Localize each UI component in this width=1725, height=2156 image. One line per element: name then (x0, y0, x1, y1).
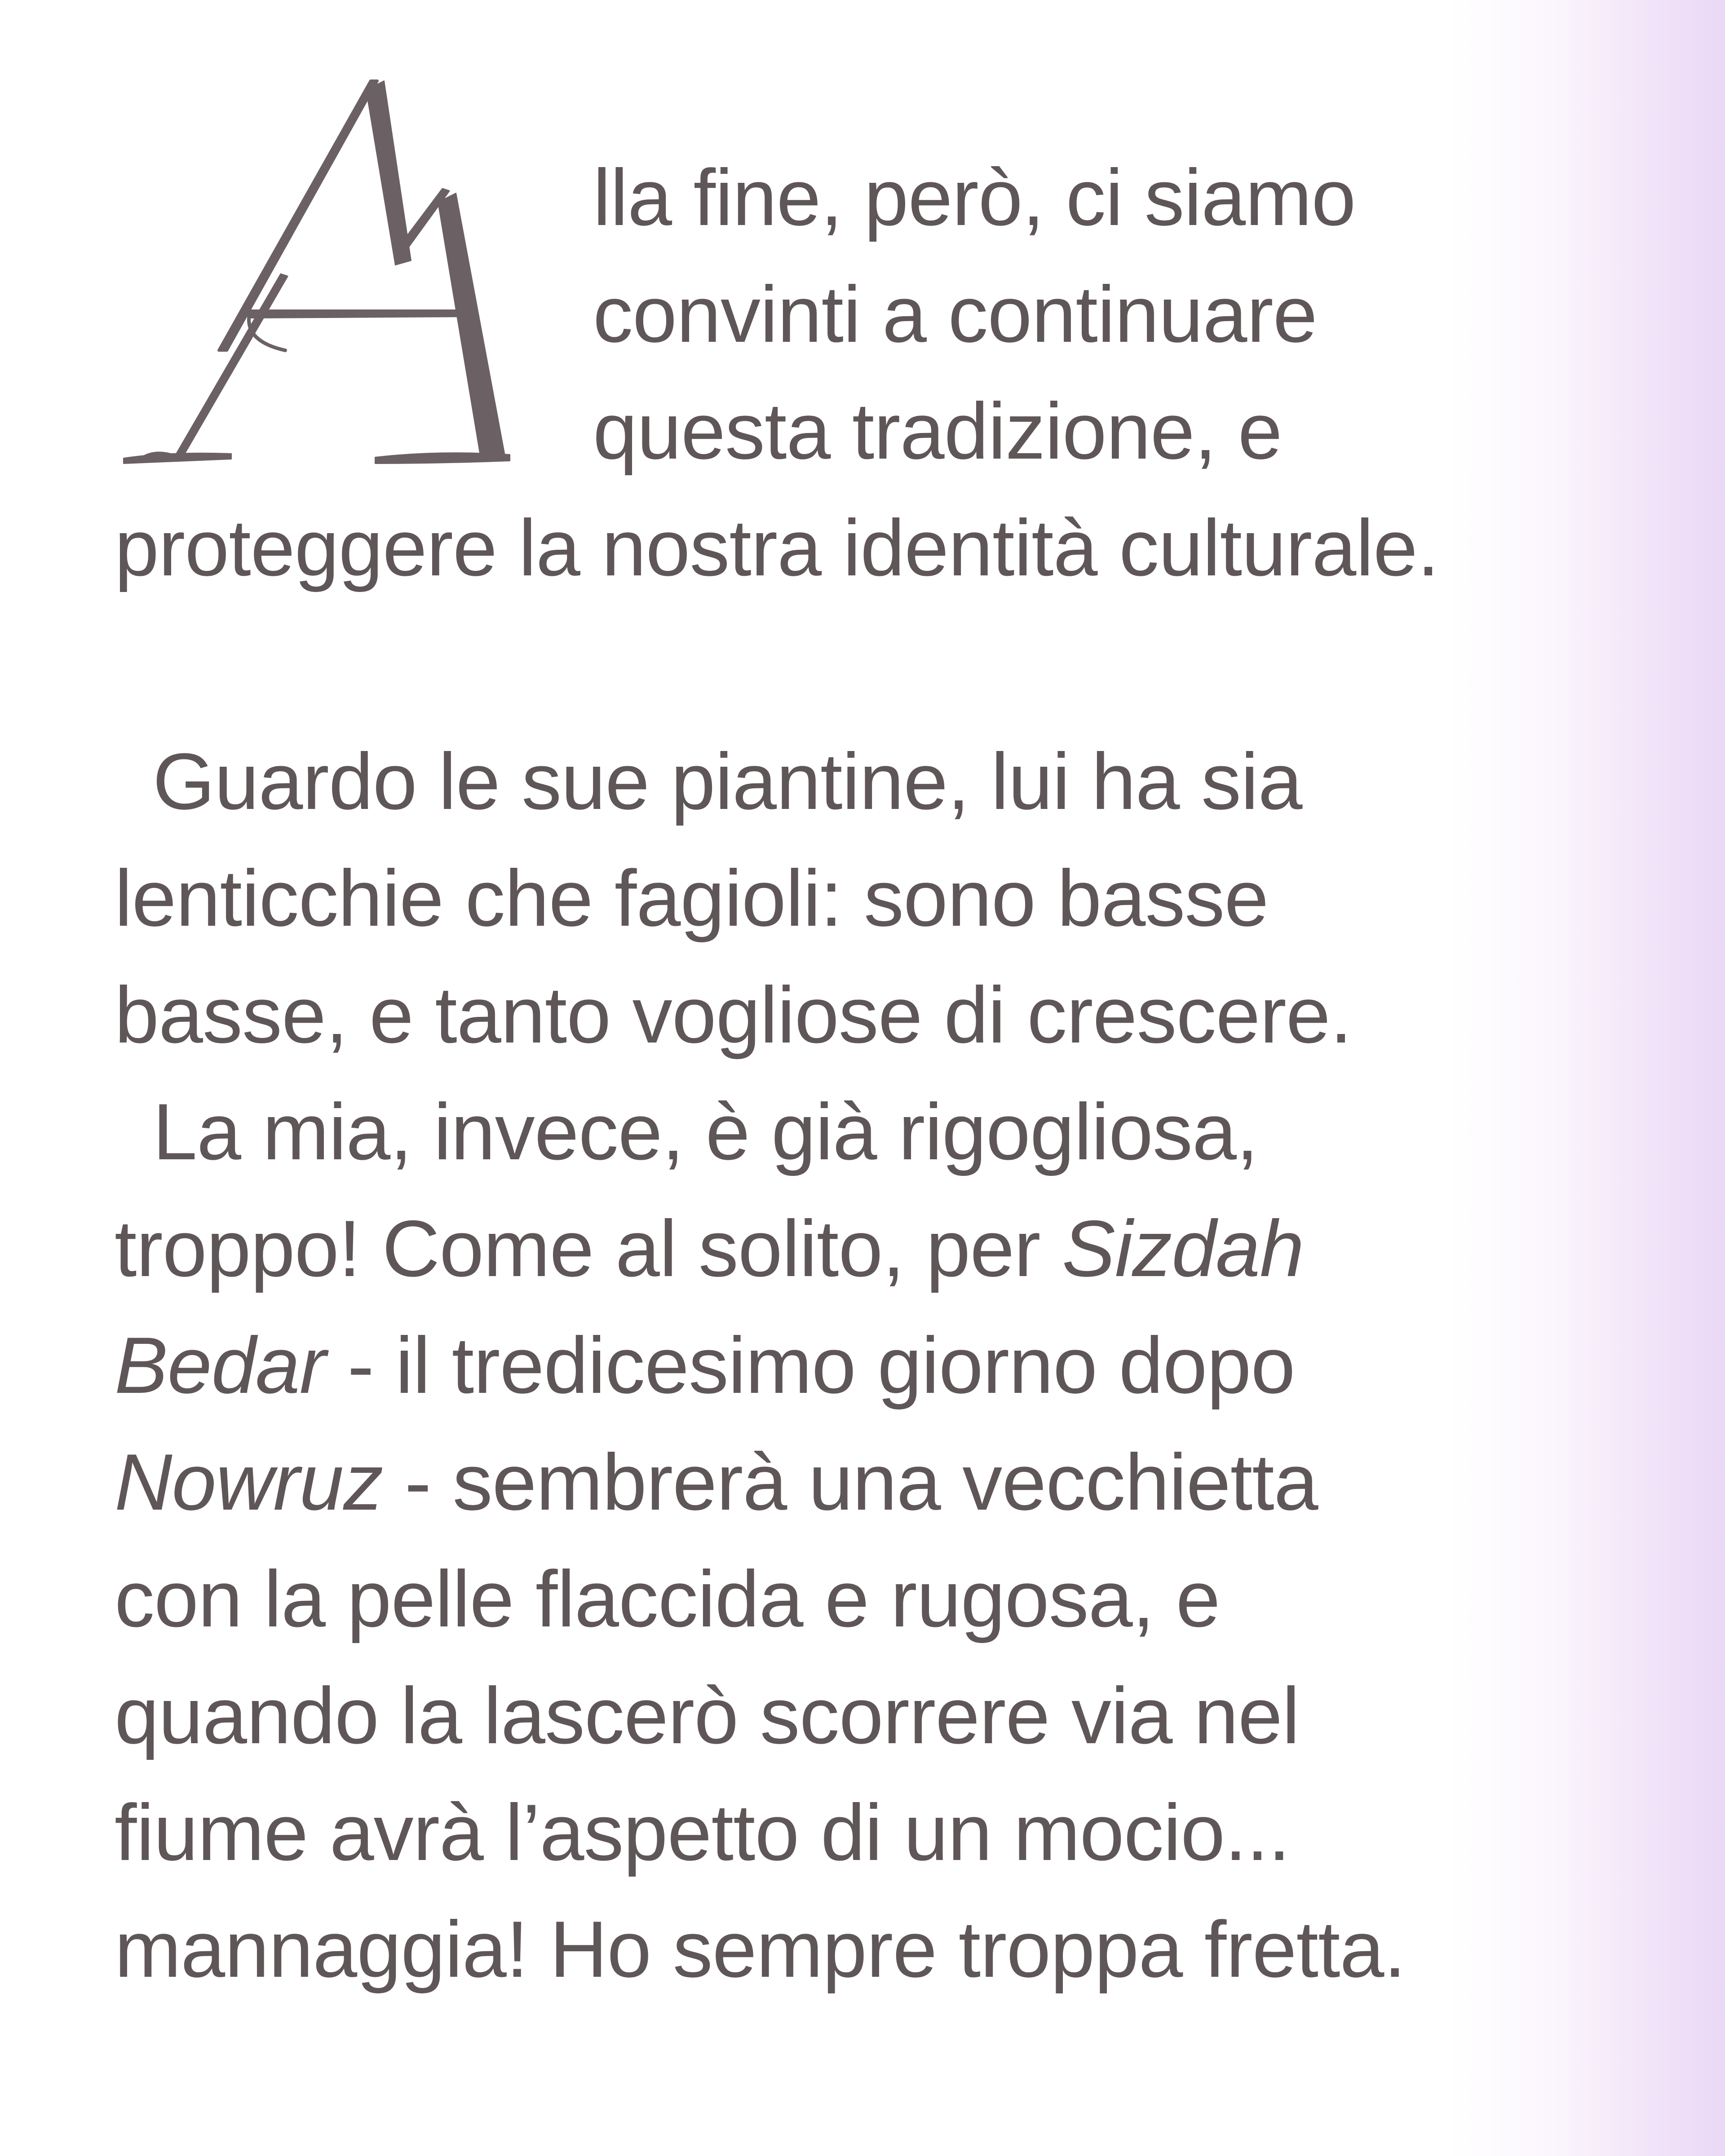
paragraph3-line6: quando la lascerò scorrere via nel (115, 1671, 1300, 1760)
paragraph3-line2-italic: Sizdah (1062, 1204, 1304, 1293)
paragraph3-line7: fiume avrà l’aspetto di un mocio... (115, 1788, 1290, 1877)
paragraph1-line1: lla fine, però, ci siamo (593, 153, 1356, 242)
paragraph3-line3-italic: Bedar (115, 1321, 326, 1410)
paragraph3-line3 (115, 1321, 1295, 1410)
paragraph1-line3: questa tradizione, e (593, 386, 1282, 476)
paragraph3-line5: con la pelle flaccida e rugosa, e (115, 1554, 1220, 1644)
paragraph3-line4 (115, 1437, 1318, 1527)
paragraph1-line2: convinti a continuare (593, 270, 1317, 359)
paragraph3-line4-text: - sembrerà una vecchietta (383, 1437, 1318, 1527)
paragraph2-line2: lenticchie che fagioli: sono basse (115, 853, 1269, 943)
paragraph3-line2 (115, 1204, 1304, 1294)
paragraph2-line3: basse, e tanto vogliose di crescere. (115, 970, 1352, 1060)
paragraph3-line2-text: troppo! Come al solito, per (115, 1204, 1062, 1293)
paragraph1-line4: proteggere la nostra identità culturale. (115, 503, 1439, 592)
paragraph3-line1: La mia, invece, è già rigogliosa, (153, 1087, 1258, 1176)
paragraph2-line1: Guardo le sue piantine, lui ha sia (153, 737, 1302, 826)
paragraph3-line3-text: - il tredicesimo giorno dopo (326, 1321, 1295, 1410)
paragraph3-line4-italic: Nowruz (115, 1437, 383, 1527)
paragraph3-line8: mannaggia! Ho sempre troppa fretta. (115, 1904, 1406, 1994)
dropcap-letter-a (115, 72, 519, 476)
